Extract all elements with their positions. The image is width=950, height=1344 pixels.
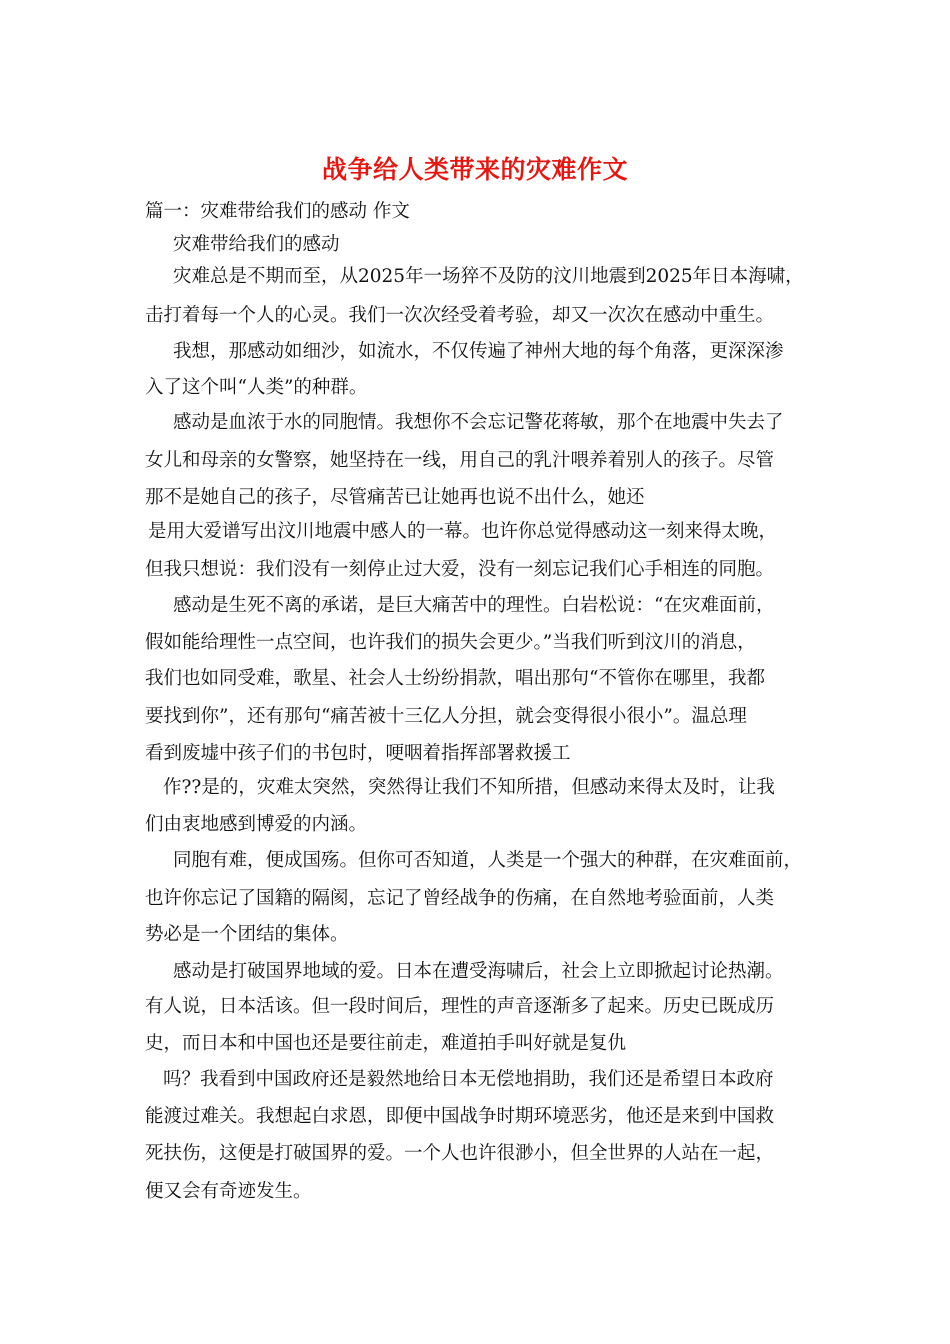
text-line: 史，而日本和中国也还是要往前走，难道拍手叫好就是复仇 [145, 1033, 627, 1054]
text-line: 感动是打破国界地域的爱。日本在遭受海啸后，社会上立即掀起讨论热潮。 [173, 961, 784, 982]
section-heading: 篇一：灾难带给我们的感动 作文 [145, 201, 410, 222]
text-line: 但我只想说：我们没有一刻停止过大爱，没有一刻忘记我们心手相连的同胞。 [145, 559, 775, 580]
subheading: 灾难带给我们的感动 [173, 234, 340, 255]
text-line: 击打着每一个人的心灵。我们一次次经受着考验，却又一次次在感动中重生。 [145, 305, 775, 326]
text-line: 能渡过难关。我想起白求恩，即便中国战争时期环境恶劣，他还是来到中国救 [145, 1106, 775, 1127]
text-line: 女儿和母亲的女警察，她坚持在一线，用自己的乳汁喂养着别人的孩子。尽管 [145, 450, 775, 471]
text-line: 我们也如同受难，歌星、社会人士纷纷捐款，唱出那句“不管你在哪里，我都 [145, 668, 765, 689]
text-line: 死扶伤，这便是打破国界的爱。一个人也许很渺小，但全世界的人站在一起， [145, 1143, 775, 1164]
text-line: 入了这个叫“人类”的种群。 [145, 377, 368, 398]
text-line: 假如能给理性一点空间，也许我们的损失会更少。”当我们听到汶川的消息， [145, 632, 756, 653]
text-line: 看到废墟中孩子们的书包时，哽咽着指挥部署救援工 [145, 743, 571, 764]
text-line: 吗？我看到中国政府还是毅然地给日本无偿地捐助，我们还是希望日本政府 [163, 1069, 774, 1090]
document-title: 战争给人类带来的灾难作文 [321, 155, 628, 184]
text-line: 感动是生死不离的承诺，是巨大痛苦中的理性。白岩松说：“在灾难面前， [173, 595, 775, 616]
text-line: 便又会有奇迹发生。 [145, 1181, 312, 1202]
text-line: 感动是血浓于水的同胞情。我想你不会忘记警花蒋敏，那个在地震中失去了 [173, 412, 784, 433]
text-line: 势必是一个团结的集体。 [145, 924, 349, 945]
text-line: 我想，那感动如细沙，如流水，不仅传遍了神州大地的每个角落，更深深渗 [173, 341, 784, 362]
text-line: 同胞有难，便成国殇。但你可否知道，人类是一个强大的种群，在灾难面前， [173, 850, 803, 871]
text-line: 也许你忘记了国籍的隔阂，忘记了曾经战争的伤痛，在自然地考验面前，人类 [145, 888, 775, 909]
text-line: 要找到你”，还有那句“痛苦被十三亿人分担，就会变得很小很小”。温总理 [145, 706, 747, 727]
text-line: 灾难总是不期而至，从2025年一场猝不及防的汶川地震到2025年日本海啸， [173, 266, 804, 287]
text-line: 们由衷地感到博爱的内涵。 [145, 814, 368, 835]
text-line: 作??是的，灾难太突然，突然得让我们不知所措，但感动来得太及时，让我 [163, 777, 775, 798]
text-line: 有人说，日本活该。但一段时间后，理性的声音逐渐多了起来。历史已既成历 [145, 996, 775, 1017]
text-line: 是用大爱谱写出汶川地震中感人的一幕。也许你总觉得感动这一刻来得太晚， [148, 521, 778, 542]
text-line: 那不是她自己的孩子，尽管痛苦已让她再也说不出什么，她还 [145, 487, 645, 508]
